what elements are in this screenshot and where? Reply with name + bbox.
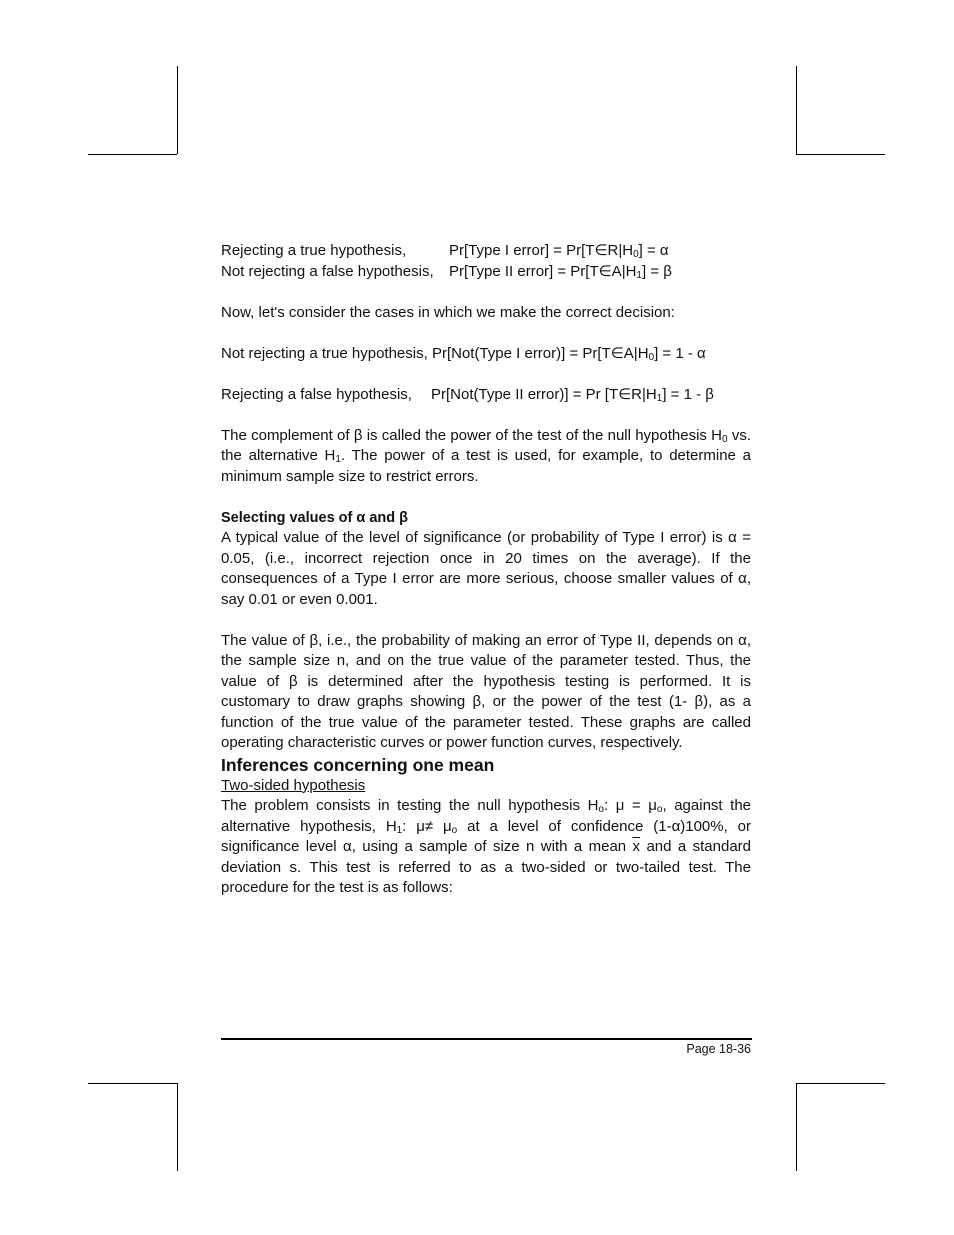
crop-mark-top-left-horizontal xyxy=(88,154,177,155)
significance-paragraph: A typical value of the level of significance (or probability of Type I error) is α = 0.05, (i.e., incorrect rejection once in 20 times on the average). If the consequences of a Type I error are more serious, choose smaller values of α, say 0.01 or even 0.001. xyxy=(221,529,751,608)
line-not-rejecting-false xyxy=(221,262,751,283)
not-rejecting-false-label: Not rejecting a false hypothesis, xyxy=(221,262,434,280)
x-bar-symbol: $\overline{x}$ xyxy=(632,838,641,855)
section-title: Inferences concerning one mean xyxy=(221,754,495,775)
crop-mark-top-right-horizontal xyxy=(796,154,885,155)
crop-mark-top-left-vertical xyxy=(177,66,178,154)
two-sided-paragraph: The problem consists in testing the null hypothesis $H_o$: $\mu = \mu_o$, against the alternative hypothesis, $H_1$: $\mu\ne \mu_o$ at a level of confidence (1-α)100%, or significance level α, using a sample of size n with a mean $\overline{x}$ and a standard deviation s. This test is referred to as a two-sided or two-tailed test. The procedure for the test is as follows: xyxy=(221,797,752,896)
page-content xyxy=(221,241,751,899)
not-rejecting-false-formula: Pr[Type II error] = $Pr[T\in A|H_1] = \beta$ xyxy=(449,262,672,281)
crop-mark-bottom-right-horizontal xyxy=(796,1083,885,1084)
beta-paragraph: The value of β, i.e., the probability of making an error of Type II, depends on α, the sample size n, and on the true value of the parameter tested. Thus, the value of β is determined after the hypothesis testing is performed. It is customary to draw graphs showing β, or the power of the test (1- β), as a function of the true value of the parameter tested. These graphs are called operating characteristic curves or power function curves, respectively. xyxy=(221,631,751,751)
footer-rule xyxy=(221,1038,752,1040)
selecting-values-heading: Selecting values of α and β xyxy=(221,509,408,526)
rejecting-false-formula: Pr[Not(Type II error)] = Pr $[T\in R|H_1] = 1 - \beta$ xyxy=(431,385,714,404)
line-rejecting-false xyxy=(221,385,751,406)
now-consider-text: Now, let's consider the cases in which we make the correct decision: xyxy=(221,303,675,321)
crop-mark-bottom-left-vertical xyxy=(177,1083,178,1171)
page-number: Page 18-36 xyxy=(686,1042,751,1056)
crop-mark-top-right-vertical xyxy=(796,66,797,154)
crop-mark-bottom-right-vertical xyxy=(796,1083,797,1171)
rejecting-true-formula: Pr[Type I error] = $Pr[T\in R|H_0] = \alpha$ xyxy=(449,242,669,260)
crop-mark-bottom-left-horizontal xyxy=(88,1083,177,1084)
complement-paragraph: The complement of β is called the power of the test of the null hypothesis $H_0$ vs. the alternative $H_1$. The power of a test is used, for example, to determine a minimum sample size to restrict errors. xyxy=(221,426,751,485)
line-not-rejecting-true: Not rejecting a true hypothesis, Pr[Not(Type I error)] = $Pr[T\in A|H_0] = 1 - \alpha$ xyxy=(221,344,706,363)
two-sided-heading: Two-sided hypothesis xyxy=(221,776,366,794)
line-rejecting-true xyxy=(221,241,751,262)
rejecting-true-label: Rejecting a true hypothesis, xyxy=(221,242,407,259)
rejecting-false-label: Rejecting a false hypothesis, xyxy=(221,385,412,403)
